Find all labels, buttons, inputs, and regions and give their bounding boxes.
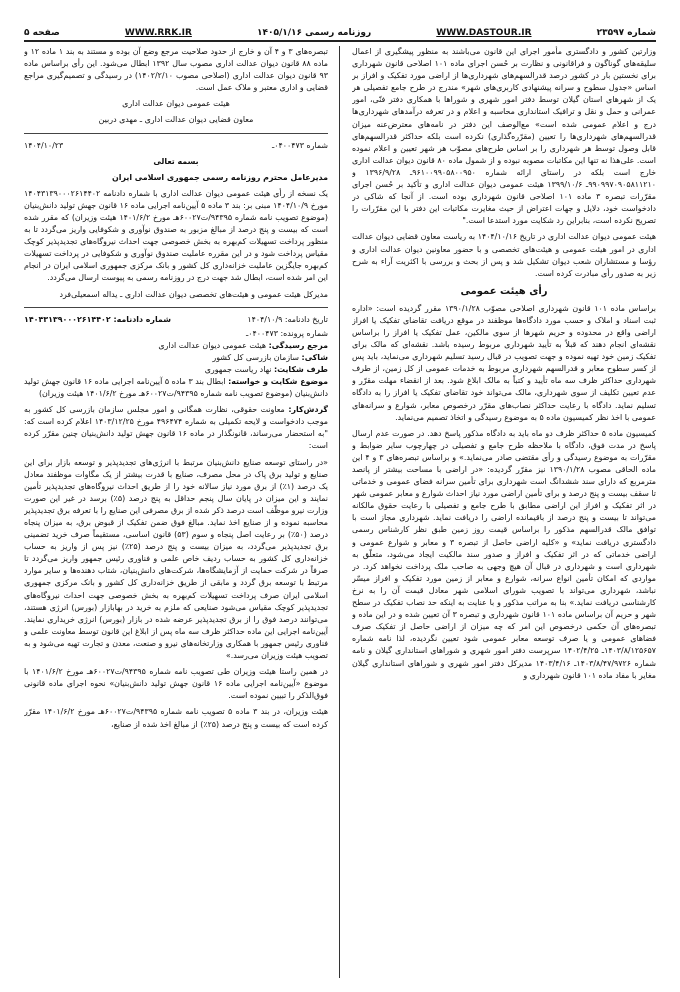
reference-label: مرجع رسیدگی: <box>268 340 328 350</box>
plaintiff-value: سازمان بازرسی کل کشور <box>212 352 300 362</box>
right-column <box>352 46 656 978</box>
signature-title: هیئت عمومی دیوان عدالت اداری <box>122 99 230 109</box>
letter-date: ۱۴۰۴/۱۰/۲۳ <box>24 140 64 150</box>
columns <box>24 46 656 978</box>
ruling-number: شماره دادنامه: ۱۴۰۴۳۱۳۹۰۰۰۲۶۱۴۴۰۲ <box>24 314 171 324</box>
paragraph: تبصره‌های ۳ و ۴ آن و خارج از حدود صلاحیت مرجع وضع آن بوده و مستند به بند ۱ ماده ۱۲ و ماده ۸۸ قانون دیوان عدالت اداری مصوب سال ۱۳۹۲ ابطال می‌شود. این رأی براساس ماده ۹۳ قانون دیوان عدالت اداری (اصلاحی مصوب ۱۴۰۲/۲/۱۰) در رسیدگی و تصمیم‌گیری مراجع قضایی و اداری معتبر و ملاک عمل است. <box>24 47 328 93</box>
left-column <box>24 46 328 978</box>
gazette-page <box>24 14 656 978</box>
process-label: گردش‌کار: <box>288 405 328 415</box>
subject-row <box>24 376 328 400</box>
divider <box>24 307 328 308</box>
ruling-date: تاریخ دادنامه: ۱۴۰۴/۱۰/۹ <box>247 314 328 324</box>
signature-director: مدیرکل هیئت عمومی و هیئت‌های تخصصی دیوان عدالت اداری ـ یداله اسمعیلی‌فرد <box>59 289 328 299</box>
signature-name: معاون قضایی دیوان عدالت اداری ـ مهدی دربین <box>98 115 254 125</box>
letter-number: شماره ۰۴۰۰۴۷۳ـ <box>271 140 328 150</box>
paragraph: هیئت عمومی دیوان عدالت اداری در تاریخ ۱۴۰۴/۱۰/۱۶ به ریاست معاون قضایی دیوان عدالت اداری در امور هیئت عمومی و هیئت‌های تخصصی و با حضور معاونین دیوان عدالت اداری و رؤسا و مستشاران شعب دیوان تشکیل شد و پس از بحث و بررسی با اکثریت آراء به شرح زیر به صدور رأی مبادرت کرده است. <box>352 232 656 278</box>
addressee: مدیرعامل محترم روزنامه رسمی جمهوری اسلامی ایران <box>112 172 328 182</box>
process-value: معاونت حقوقی، نظارت همگانی و امور مجلس سازمان بازرسی کل کشور به موجب دادخواست و لایحه تکمیلی به شماره ۴۹۶۴۷۴ مورخ ۱۴۰۳/۱۲/۲۵ اعلام کرده است که: "به استحضار می‌رساند، قانونگذار در ماده ۱۶ قانون جهش تولید دانش‌بنیان چنین مقرّر کرده است: <box>24 405 328 451</box>
paragraph: یک نسخه از رأی هیئت عمومی دیوان عدالت اداری با شماره دادنامه ۱۴۰۴۳۱۳۹۰۰۰۲۶۱۴۴۰۲ مورخ ۱۴۰۴/۱۰/۹ مبنی بر: بند ۳ ماده ۵ آیین‌نامه اجرایی ماده ۱۶ قانون جهش تولید دانش‌بنیان (موضوع تصویب نامه شماره ۹۴۳۹۵/ت۶۰۰۲۷هـ مورخ ۱۴۰۱/۶/۲ هیئت وزیران) که مقرر شده است که بیست و پنج درصد از مبالغ مزبور به صندوق نوآوری و شکوفایی واریز می‌گردد تا به منظور پرداخت تسهیلات کم‌بهره به بخش خصوصی جهت احداث نیروگاه‌های تجدیدپذیر کوچک مقیاس پرداخت شود و در این مقرره عاملیت صندوق نوآوری و شکوفایی در پرداخت تسهیلات کم‌بهره جایگزین عاملیت خزانه‌داری کل کشور و بانک مرکزی جمهوری اسلامی ایران در انجام این امر شده است، ابطال شد جهت درج در روزنامه رسمی به پیوست ارسال می‌گردد. <box>24 188 328 283</box>
case-number: شماره پرونده: ۰۴۰۰۴۷۳ـ <box>245 328 328 338</box>
paragraph: هیئت وزیران، در بند ۳ ماده ۵ تصویب نامه شماره ۹۴۳۹۵/ت۶۰۰۲۷هـ مورخ ۱۴۰۱/۶/۲ مقرّر کرده است که بیست و پنج درصد (۲۵٪) از مبالغ اخذ شده از صنایع، <box>24 707 328 729</box>
paragraph: «در راستای توسعه صنایع دانش‌بنیان مرتبط با انرژی‌های تجدیدپذیر و توسعه بازار برای این صنایع و تولید برق پاک در محل مصرف، صنایع با قدرت بیشتر از یک مگاوات موظفند معادل یک درصد (۱٪) از برق مورد نیاز سالانه خود را از طریق احداث نیروگاه‌های تجدیدپذیر تأمین نمایند و این میزان در پایان سال پنجم حداقل به پنج درصد (۵٪) برسد در غیر این صورت وزارت نیرو موظّف است درصد ذکر شده از برق مصرفی این صنایع را با تعرفه برق تجدیدپذیر محاسبه نموده و از صنایع اخذ نماید. مبالغ فوق ضمن تفکیک از قبوض برق، به میزان پنجاه درصد (۵۰٪) بر رعایت اصل پنجاه و سوم (۵۳) قانون اساسی، مستقیماً صرف خرید تضمینی برق تجدیدپذیر می‌گردد، به میزان بیست و پنج درصد (۲۵٪) نیز پس از واریز به حساب خزانه‌داری کل کشور به حساب ردیف خاص علمی و فناوری رئیس جمهور واریز می‌گردد تا صرفاً در شرکت حمایت از آزمایشگاه‌ها، شرکت‌های دانش‌بنیان، شتاب دهنده‌ها و سایر موارد مرتبط با توسعه برق گردد و مابقی از طریق خزانه‌داری کل کشور و بانک مرکزی جمهوری اسلامی ایران صرف پرداخت تسهیلات کم‌بهره به بخش خصوصی جهت احداث نیروگاه‌های تجدیدپذیر کوچک مقیاس می‌شود صنایعی که ملزم به خرید در بهابازار (بورس) انرژی هستند، می‌توانند درصد فوق را از برق تجدیدپذیر عرضه شده در بازار (بورس) انرژی خریداری نمایند. آیین‌نامه اجرایی این ماده حداکثر ظرف سه ماه پس از ابلاغ این قانون توسط معاونت علمی و فناوری رئیس جمهور با همکاری وزارتخانه‌های نیرو و صنعت، معدن و تجارت تهیه می‌شود و به تصویب هیئت وزیران می‌رسد.» <box>24 457 328 661</box>
letter-meta <box>24 140 328 152</box>
paragraph: وزارتین کشور و دادگستری مأمور اجرای این قانون می‌باشند به منظور پیشگیری از اعمال سلیقه‌های گوناگون و فراقانونی و نظارت بر حُسن اجرای ماده ۱۰۱ اصلاحی قانون شهرداری برای نخستین بار در کشور درصد قدرالسهم‌های شهرداری‌ها از اراضی مورد تفکیک و افراز بر اساس «جدول سطوح و سرانه پیشنهادی کاربری‌های شهر» مندرج در طرح جامع تفصیلی هر یک از شهرهای استان گیلان توسط دفتر امور شهری و شوراها با همکاری دفتر فنّی، امور عمرانی و حمل و نقل و ترافیک استانداری محاسبه و اعلام و در تعرفه درآمدهای شهرداری‌ها درج و اعلام عمومی شده است» مع‌الوصف این دفتر در نامه‌های معترض‌عنه میزان قدرالسهم‌های شهرداری‌ها را تعیین (مقرّره‌گذاری) نکرده است بلکه حداکثر قدرالسهم‌های قابل وصول توسط هر شهرداری را بر اساس طرح‌های مصوّب هر شهر تعیین و اعلام نموده است. علی‌هذا نه تنها این مکاتبات مصوبه نبوده و از شمول ماده ۸۰ قانون دیوان عدالت اداری خارج است بلکه در راستای ارائه شماره ۹۶۱۰۰۹۹۰۵۸۰۰۹۵۰ـ ۱۳۹۶/۹/۲۸ و ۹۹۰۹۹۷۰۹۰۵۸۱۱۲۱۰ـ ۱۳۹۹/۱۰/۶ هیئت عمومی دیوان عدالت اداری و تأکید بر حُسن اجرای مقرّرات تبصره ۳ ماده ۱۰۱ اصلاحی قانون شهرداری بوده است. از آنجا که شاکی در دادخواست خود، دلایل و جهات اعتراض از حیث مغایرت مکاتبات این دفتر با این مقرّرات را تصریح نکرده است، بنابراین رد شکایت مورد استدعا است." <box>352 47 656 226</box>
divider <box>24 133 328 134</box>
page-number: صفحه ۵ <box>24 28 60 38</box>
site-link-dastour[interactable]: WWW.DASTOUR.IR <box>436 28 532 38</box>
paragraph: کمیسیون ماده ۵ حداکثر ظرف دو ماه باید به دادگاه مذکور پاسخ دهد. در صورت عدم ارسال پاسخ در مدت فوق، دادگاه با ملاحظه طرح جامع و تفصیلی در چهارچوب سایر ضوابط و مقرّرات به موضوع رسیدگی و رأی مقتضی صادر می‌نماید.» و براساس تبصره‌های ۳ و ۴ این ماده الحاقی مصوب ۱۳۹۰/۱/۲۸ نیز مقرّر گردیده: «در اراضی با مساحت بیشتر از پانصد مترمربع که دارای سند ششدانگ است شهرداری برای تأمین سرانه فضای عمومی و خدماتی تا سقف بیست و پنج درصد و برای تأمین اراضی مورد نیاز احداث شوارع و معابر عمومی شهر در اثر تفکیک و افراز این اراضی مطابق با طرح جامع و تفصیلی با رعایت حقوق مالکانه می‌تواند تا بیست و پنج درصد از باقیمانده اراضی را دریافت نماید. شهرداری مجاز است با توافق مالک قدرالسهم مذکور را براساس قیمت روز زمین طبق نظر کارشناس رسمی دادگستری دریافت نماید» و «کلیه اراضی حاصل از تبصره ۳ و معابر و شوارع عمومی و اراضی خدماتی که در اثر تفکیک و افراز و صدور سند مالکیت ایجاد می‌شود، متعلّق به شهرداری است و شهرداری در قبال آن هیچ وجهی به صاحب ملک پرداخت نخواهد کرد. در مواردی که امکان تأمین انواع سرانه، شوارع و معابر از زمین مورد تفکیک و افراز میسّر نباشد، شهرداری می‌تواند با تصویب شورای اسلامی شهر معادل قیمت آن را به نرخ کارشناسی دریافت نماید.» بنا به مراتب مذکور و با عنایت به اینکه حد نصاب تفکیک در سطح شهر و حریم آن براساس ماده ۱۰۱ قانون شهرداری و تبصره ۳ آن تعیین شده و در این ماده و تبصره‌های آن حکمی درخصوص این امر که چه میزان از اراضی حاصل از تفکیک صرف فضاهای عمومی و یا صرف توسعه معابر عمومی شود تعیین نگردیده، لذا نامه شماره ۱۴۰۳/۸/۱۲۵۶۵۷ـ ۱۴۰۲/۴/۲۵ سرپرست دفتر امور شهری و شوراهای استانداری گیلان و نامه شماره ۱۴۰۳/۸/۴۷/۹۷۲۶ـ ۱۴۰۳/۴/۱۶ مدیرکل دفتر امور شهری و شوراهای استانداری گیلان مغایر با مفاد ماده ۱۰۱ قانون شهرداری و <box>352 428 656 680</box>
subject-label: موضوع شکایت و خواسته: <box>228 376 328 386</box>
defendant-label: طرف شکایت: <box>273 364 328 374</box>
plaintiff-label: شاکی: <box>301 352 328 362</box>
plaintiff-row <box>24 352 328 364</box>
reference-value: هیئت عمومی دیوان عدالت اداری <box>158 340 267 350</box>
defendant-row <box>24 364 328 376</box>
section-title: رأی هیئت عمومی <box>460 285 548 297</box>
paragraph: در همین راستا هیئت وزیران طی تصویب نامه شماره ۹۴۳۹۵/ت۶۰۰۲۷هـ مورخ ۱۴۰۱/۶/۲ با موضوع «آیین‌نامه اجرایی ماده ۱۶ قانون جهش تولید دانش‌بنیان» نحوه اجرای ماده قانونی فوق‌الذکر را تبیین نموده است. <box>24 667 328 701</box>
issue-number: شماره ۲۳۵۹۷ <box>596 28 656 38</box>
bismillah: بسمه تعالی <box>153 156 199 166</box>
process-row <box>24 404 328 452</box>
page-header <box>24 14 656 42</box>
ruling-meta <box>24 314 328 326</box>
gazette-date: روزنامه رسمی ۱۴۰۵/۱/۱۶ <box>256 28 372 38</box>
reference-row <box>24 340 328 352</box>
site-link-rrk[interactable]: WWW.RRK.IR <box>124 28 192 38</box>
defendant-value: نهاد ریاست جمهوری <box>204 364 272 374</box>
subject-value: ابطال بند ۳ ماده ۵ آیین‌نامه اجرایی ماده ۱۶ قانون جهش تولید دانش‌بنیان (موضوع تصویب نامه شماره ۹۴۳۹۵/ت۶۰۰۲۷هـ مورخ ۱۴۰۱/۶/۲ هیئت وزیران) <box>24 376 328 399</box>
paragraph: براساس ماده ۱۰۱ قانون شهرداری اصلاحی مصوّب ۱۳۹۰/۱/۲۸ مقرر گردیده است: «اداره ثبت اسناد و املاک و حسب مورد دادگاه‌ها موظفند در موقع دریافت تقاضای تفکیک یا افراز اراضی واقع در محدوده و حریم شهرها از سوی مالکین، عمل تفکیک یا افراز را براساس نقشه‌ای انجام دهند که قبلاً به تأیید شهرداری مربوط رسیده باشد. نقشه‌ای که مالک برای تفکیک زمین خود تهیه نموده و جهت تصویب در قبال رسید تسلیم شهرداری می‌نماید، باید پس از کسر سطوح معابر و قدرالسهم شهرداری مربوط به خدمات عمومی از کل زمین، از طرف شهرداری حداکثر ظرف سه ماه تأیید و کتباً به مالک ابلاغ شود. بعد از انقضاء مهلت مقرّر و عدم تعیین تکلیف از سوی شهرداری، مالک می‌تواند خود تقاضای تفکیک یا افراز را به دادگاه تسلیم نماید. دادگاه با رعایت حداکثر نصاب‌های مقرّر درخصوص معابر، شوارع و سرانه‌های عمومی با اخذ نظر کمیسیون ماده ۵ به موضوع رسیدگی و اتخاذ تصمیم می‌نماید. <box>352 303 656 422</box>
